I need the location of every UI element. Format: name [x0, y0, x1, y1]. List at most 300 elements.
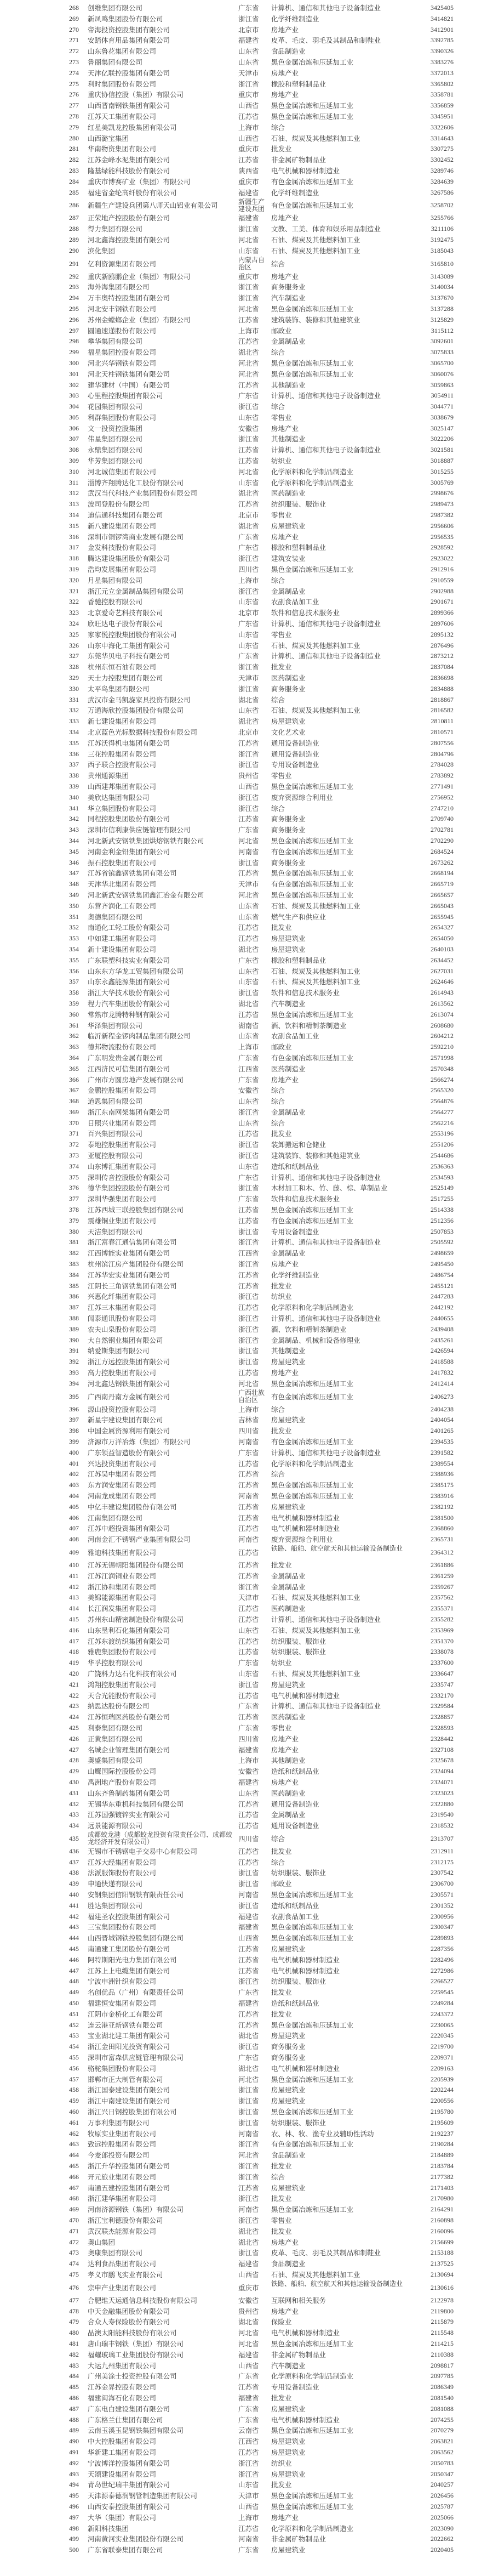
province-cell: 浙江省 — [238, 1347, 259, 1355]
province-cell: 福建省 — [238, 2350, 259, 2359]
table-row — [0, 2361, 493, 2371]
province-cell: 江西省 — [238, 2437, 259, 2446]
table-row — [0, 1107, 493, 1118]
revenue-cell: 2130694 — [431, 2270, 454, 2278]
table-row — [0, 1603, 493, 1614]
company-name-cell: 天津亿联控股集团有限公司 — [88, 69, 170, 77]
industry-cell: 房地产业 — [271, 1369, 299, 1377]
table-row — [0, 224, 493, 235]
rank-cell: 391 — [69, 1347, 79, 1355]
province-cell: 河南省 — [238, 1891, 259, 1899]
industry-cell: 其他制造业 — [271, 381, 306, 389]
revenue-cell: 2209163 — [431, 2064, 454, 2072]
revenue-cell: 3284639 — [431, 177, 454, 185]
table-row — [0, 2226, 493, 2237]
table-row — [0, 1890, 493, 1900]
table-row — [0, 2534, 493, 2545]
company-name-cell: 震雄铜业集团有限公司 — [88, 1216, 157, 1225]
rank-cell: 424 — [69, 1713, 79, 1721]
revenue-cell: 2153188 — [431, 2249, 454, 2257]
table-row — [0, 2259, 493, 2269]
province-cell: 重庆市 — [238, 2283, 259, 2292]
province-cell: 广东省 — [238, 1723, 259, 1732]
industry-cell: 医药制造业 — [271, 489, 306, 498]
revenue-cell: 3307275 — [431, 145, 454, 153]
company-name-cell: 广西南丹南方金属有限公司 — [88, 1392, 170, 1401]
province-cell: 河北省 — [238, 235, 259, 244]
industry-cell: 金属制品业 — [271, 1582, 306, 1591]
province-cell: 广东省 — [238, 391, 259, 400]
rank-cell: 272 — [69, 47, 79, 55]
table-row — [0, 2501, 493, 2512]
revenue-cell: 2418588 — [431, 1358, 454, 1366]
table-row — [0, 2382, 493, 2393]
table-row — [0, 759, 493, 770]
company-name-cell: 浙江方远控股集团有限公司 — [88, 1358, 170, 1366]
industry-cell: 石油、煤炭及其他燃料加工业 — [271, 134, 360, 143]
revenue-cell: 2564876 — [431, 1097, 454, 1105]
industry-cell: 通用设备制造业 — [271, 1822, 319, 1830]
table-row — [0, 1357, 493, 1368]
company-name-cell: 江苏大经集团有限公司 — [88, 1858, 157, 1866]
province-cell: 江苏省 — [238, 934, 259, 943]
table-row — [0, 1216, 493, 1227]
province-cell: 江苏省 — [238, 1847, 259, 1856]
revenue-cell: 2816582 — [431, 706, 454, 714]
table-row — [0, 2458, 493, 2469]
province-cell: 广东省 — [238, 532, 259, 541]
table-row — [0, 1788, 493, 1799]
rank-cell: 464 — [69, 2151, 79, 2159]
province-cell: 广东省 — [238, 2546, 259, 2555]
industry-cell: 黑色金属冶炼和压延加工业 — [271, 890, 354, 899]
revenue-cell: 2665719 — [431, 880, 454, 888]
rank-cell: 295 — [69, 304, 79, 313]
province-cell: 福建省 — [238, 214, 259, 223]
rank-cell: 425 — [69, 1723, 79, 1732]
province-cell: 江苏省 — [238, 2383, 259, 2392]
revenue-cell: 2998676 — [431, 489, 454, 497]
table-row — [0, 2436, 493, 2447]
company-name-cell: 迪信通科技集团有限公司 — [88, 511, 163, 520]
province-cell: 浙江省 — [238, 2249, 259, 2257]
table-row — [0, 1922, 493, 1933]
industry-cell: 商务服务业 — [271, 283, 306, 292]
revenue-cell: 2336647 — [431, 1669, 454, 1677]
company-name-cell: 杭州东恒石油有限公司 — [88, 663, 157, 672]
revenue-cell: 3211106 — [431, 225, 454, 233]
revenue-cell: 2328857 — [431, 1713, 454, 1721]
province-cell: 广东省 — [238, 2053, 259, 2062]
industry-cell: 保险业 — [271, 2318, 292, 2327]
rank-cell: 398 — [69, 1427, 79, 1435]
industry-cell: 其他制造业 — [271, 1756, 306, 1765]
industry-cell: 化学原料和化学制品制造业 — [271, 2524, 354, 2533]
company-name-cell: 浙江协和集团有限公司 — [88, 1582, 157, 1591]
industry-cell: 房屋建筑业 — [271, 1502, 306, 1511]
province-cell: 江苏省 — [238, 1822, 259, 1830]
industry-cell: 电气机械和器材制造业 — [271, 2064, 340, 2073]
company-name-cell: 花园集团有限公司 — [88, 402, 143, 411]
rank-cell: 476 — [69, 2283, 79, 2291]
rank-cell: 269 — [69, 14, 79, 22]
rank-cell: 409 — [69, 1548, 79, 1556]
industry-cell: 互联网和相关服务 — [271, 2296, 326, 2305]
company-name-cell: 山东永鑫能源集团有限公司 — [88, 978, 170, 986]
rank-cell: 434 — [69, 1822, 79, 1830]
table-row — [0, 1911, 493, 1922]
revenue-cell: 3390326 — [431, 47, 454, 55]
industry-cell: 农副食品加工业 — [271, 1032, 319, 1041]
revenue-cell: 2195780 — [431, 2108, 454, 2116]
revenue-cell: 3414821 — [431, 14, 454, 22]
table-row — [0, 467, 493, 478]
industry-cell: 计算机、通信和其他电子设备制造业 — [271, 391, 381, 400]
company-name-cell: 河南龙成集团有限公司 — [88, 1491, 157, 1500]
company-name-cell: 浩均发展集团有限公司 — [88, 565, 157, 574]
industry-cell: 石油、煤炭及其他燃料加工业 — [271, 1626, 360, 1635]
province-cell: 湖北省 — [238, 2064, 259, 2073]
province-cell: 上海市 — [238, 1405, 259, 1414]
table-row — [0, 445, 493, 456]
industry-cell: 其他制造业 — [271, 1347, 306, 1355]
province-cell: 江苏省 — [238, 1811, 259, 1819]
province-cell: 重庆市 — [238, 177, 259, 186]
province-cell: 山东省 — [238, 47, 259, 56]
revenue-cell: 2025066 — [431, 2513, 454, 2521]
rank-cell: 376 — [69, 1184, 79, 1192]
company-name-cell: 广东明发贵金属有限公司 — [88, 1053, 163, 1062]
company-name-cell: 南通五建控股集团有限公司 — [88, 2183, 170, 2192]
industry-cell: 黑色金属冶炼和压延加工业 — [271, 370, 354, 378]
rank-cell: 325 — [69, 630, 79, 638]
table-row — [0, 1437, 493, 1448]
rank-cell: 489 — [69, 2426, 79, 2435]
company-name-cell: 天合光能股份有限公司 — [88, 1691, 157, 1700]
rank-cell: 460 — [69, 2108, 79, 2116]
industry-cell: 文化艺术业 — [271, 728, 306, 736]
revenue-cell: 2956606 — [431, 521, 454, 530]
industry-cell: 房屋建筑业 — [271, 2546, 306, 2555]
revenue-cell: 2122978 — [431, 2296, 454, 2304]
company-name-cell: 兴达投资集团有限公司 — [88, 1459, 157, 1468]
rank-cell: 470 — [69, 2216, 79, 2224]
revenue-cell: 2442192 — [431, 1303, 454, 1312]
industry-cell: 计算机、通信和其他电子设备制造业 — [271, 1238, 381, 1247]
company-name-cell: 同程控股集团股份有限公司 — [88, 815, 170, 824]
industry-cell: 橡胶和塑料制品业 — [271, 80, 326, 88]
table-row — [0, 2118, 493, 2129]
revenue-cell: 2654327 — [431, 923, 454, 932]
industry-cell: 房地产业 — [271, 214, 299, 223]
revenue-cell: 2382192 — [431, 1502, 454, 1511]
province-cell: 山东省 — [238, 1669, 259, 1678]
revenue-cell: 2364312 — [431, 1548, 454, 1556]
company-name-cell: 重庆新鸥鹏企业（集团）有限公司 — [88, 272, 191, 281]
table-row — [0, 1053, 493, 1064]
province-cell: 浙江省 — [238, 2459, 259, 2467]
rank-cell: 362 — [69, 1032, 79, 1040]
rank-cell: 459 — [69, 2097, 79, 2105]
rank-cell: 485 — [69, 2383, 79, 2391]
rank-cell: 328 — [69, 663, 79, 671]
revenue-cell: 2353969 — [431, 1626, 454, 1634]
industry-cell: 黑色金属冶炼和压延加工业 — [271, 1206, 354, 1215]
industry-cell: 房地产业 — [271, 25, 299, 34]
industry-cell: 房地产业 — [271, 1734, 299, 1743]
province-cell: 上海市 — [238, 326, 259, 335]
revenue-cell: 2205939 — [431, 2075, 454, 2083]
province-cell: 河南省 — [238, 2535, 259, 2544]
table-row — [0, 111, 493, 122]
industry-cell: 通用设备制造业 — [271, 750, 319, 758]
industry-cell: 非金属矿物制品业 — [271, 156, 326, 164]
company-name-cell: 成都蛟龙港（成都蛟龙投资有限责任公司、成都蛟龙经济开发有限公司） — [88, 1831, 233, 1846]
industry-cell: 黑色金属冶炼和压延加工业 — [271, 1491, 354, 1500]
industry-cell: 建筑安装业 — [271, 554, 306, 563]
company-name-cell: 纳思达股份有限公司 — [88, 1702, 150, 1711]
revenue-cell: 2164291 — [431, 2205, 454, 2214]
revenue-cell: 2818867 — [431, 695, 454, 703]
revenue-cell: 2834888 — [431, 684, 454, 693]
province-cell: 山东省 — [238, 1162, 259, 1171]
rank-cell: 444 — [69, 1934, 79, 1942]
revenue-cell: 2902988 — [431, 587, 454, 595]
company-name-cell: 重庆协信控股（集团）有限公司 — [88, 90, 184, 99]
rank-cell: 307 — [69, 435, 79, 443]
rank-cell: 435 — [69, 1834, 79, 1842]
revenue-cell: 3125829 — [431, 315, 454, 324]
province-cell: 江苏省 — [238, 1524, 259, 1533]
table-row — [0, 1571, 493, 1582]
industry-cell: 专用设备制造业 — [271, 1227, 319, 1236]
company-name-cell: 程力汽车集团股份有限公司 — [88, 999, 170, 1008]
province-cell: 江苏省 — [238, 1561, 259, 1569]
rank-cell: 349 — [69, 890, 79, 899]
industry-cell: 医药制造业 — [271, 1064, 306, 1073]
company-name-cell: 苏州东山精密制造股份有限公司 — [88, 1615, 184, 1624]
table-row — [0, 1998, 493, 2009]
company-name-cell: 新星宇建设集团有限公司 — [88, 1416, 163, 1425]
industry-cell: 批发业 — [271, 1427, 292, 1435]
rank-cell: 348 — [69, 880, 79, 888]
province-cell: 浙江省 — [238, 761, 259, 769]
company-name-cell: 骆驼集团股份有限公司 — [88, 2064, 157, 2073]
industry-cell: 纺织业 — [271, 1292, 292, 1301]
table-row — [0, 1009, 493, 1020]
table-row — [0, 608, 493, 619]
revenue-cell: 2365731 — [431, 1535, 454, 1544]
industry-cell: 燃气生产和供应业 — [271, 912, 326, 921]
company-name-cell: 百兴集团有限公司 — [88, 1130, 143, 1138]
revenue-cell: 2289893 — [431, 1934, 454, 1942]
company-name-cell: 山西建邦集团有限公司 — [88, 782, 157, 791]
table-row — [0, 1324, 493, 1335]
industry-cell: 房屋建筑业 — [271, 2032, 306, 2040]
table-row — [0, 1879, 493, 1890]
province-cell: 湖北省 — [238, 2227, 259, 2235]
rank-cell: 274 — [69, 69, 79, 77]
company-name-cell: 江苏上上电缆集团有限公司 — [88, 1966, 170, 1975]
company-name-cell: 广州市方圆房地产发展有限公司 — [88, 1075, 184, 1084]
province-cell: 四川省 — [238, 1834, 259, 1843]
rank-cell: 318 — [69, 554, 79, 563]
rank-cell: 428 — [69, 1756, 79, 1764]
table-row — [0, 2129, 493, 2140]
rank-cell: 397 — [69, 1416, 79, 1424]
revenue-cell: 2440655 — [431, 1314, 454, 1323]
province-cell: 湖北省 — [238, 695, 259, 704]
company-name-cell: 浙江元立金属制品集团有限公司 — [88, 587, 184, 595]
rank-cell: 288 — [69, 225, 79, 233]
table-row — [0, 1075, 493, 1086]
rank-cell: 314 — [69, 511, 79, 519]
table-row — [0, 1820, 493, 1831]
rank-cell: 403 — [69, 1481, 79, 1489]
revenue-cell: 2553196 — [431, 1130, 454, 1138]
company-name-cell: 南通化工轻工股份有限公司 — [88, 923, 170, 932]
revenue-cell: 2498659 — [431, 1249, 454, 1257]
industry-cell: 汽车制造业 — [271, 294, 306, 303]
table-row — [0, 542, 493, 553]
rank-cell: 341 — [69, 804, 79, 812]
industry-cell: 黑色金属冶炼和压延加工业 — [271, 112, 354, 121]
rank-cell: 301 — [69, 370, 79, 378]
company-name-cell: 万事利集团有限公司 — [88, 2118, 150, 2127]
revenue-cell: 2115879 — [431, 2318, 454, 2326]
revenue-cell: 2025787 — [431, 2502, 454, 2510]
table-row — [0, 1281, 493, 1292]
rank-cell: 342 — [69, 815, 79, 823]
revenue-cell: 2200556 — [431, 2097, 454, 2105]
company-name-cell: 日照兴业集团有限公司 — [88, 1119, 157, 1127]
table-row — [0, 1976, 493, 1987]
rank-cell: 355 — [69, 956, 79, 964]
revenue-cell: 3358781 — [431, 90, 454, 99]
province-cell: 福建省 — [238, 1999, 259, 2008]
industry-cell: 电气机械和器材制造业 — [271, 1524, 340, 1533]
company-name-cell: 新八建设集团有限公司 — [88, 521, 157, 530]
table-row — [0, 1766, 493, 1777]
company-name-cell: 创维集团有限公司 — [88, 4, 143, 12]
industry-cell: 批发业 — [271, 2162, 292, 2170]
company-name-cell: 攀华集团有限公司 — [88, 337, 143, 346]
industry-cell: 农、林、牧、渔专业及辅助性活动 — [271, 2129, 374, 2138]
revenue-cell: 3115112 — [431, 326, 454, 334]
table-row — [0, 1647, 493, 1658]
company-name-cell: 贵州通源集团 — [88, 771, 129, 780]
revenue-cell: 2202244 — [431, 2086, 454, 2094]
table-row — [0, 478, 493, 489]
province-cell: 河北省 — [238, 304, 259, 313]
revenue-cell: 2119800 — [431, 2307, 454, 2315]
industry-cell: 专用设备制造业 — [271, 2383, 319, 2392]
province-cell: 浙江省 — [238, 283, 259, 292]
company-name-cell: 奥山集团 — [88, 2238, 116, 2246]
table-row — [0, 2523, 493, 2534]
rank-cell: 336 — [69, 750, 79, 758]
company-name-cell: 连云港亚新钢铁有限公司 — [88, 2021, 163, 2029]
rank-cell: 483 — [69, 2361, 79, 2369]
company-name-cell: 大华（集团）有限公司 — [88, 2513, 157, 2522]
industry-cell: 黑色金属冶炼和压延加工业 — [271, 359, 354, 367]
rank-cell: 319 — [69, 565, 79, 574]
table-row — [0, 510, 493, 521]
table-row — [0, 2269, 493, 2280]
table-row — [0, 792, 493, 803]
rank-cell: 386 — [69, 1292, 79, 1301]
revenue-cell: 2361259 — [431, 1571, 454, 1580]
revenue-cell: 2592210 — [431, 1043, 454, 1051]
province-cell: 浙江省 — [238, 804, 259, 813]
revenue-cell: 2684524 — [431, 847, 454, 855]
table-row — [0, 1636, 493, 1647]
revenue-cell: 2319540 — [431, 1811, 454, 1819]
province-cell: 江苏省 — [238, 500, 259, 509]
company-name-cell: 宁波申洲针织有限公司 — [88, 1977, 157, 1986]
rank-cell: 406 — [69, 1513, 79, 1522]
province-cell: 浙江省 — [238, 2216, 259, 2225]
rank-cell: 315 — [69, 521, 79, 530]
industry-cell: 黑色金属冶炼和压延加工业 — [271, 2108, 354, 2117]
table-row — [0, 1404, 493, 1415]
rank-cell: 395 — [69, 1392, 79, 1400]
revenue-cell: 2324071 — [431, 1778, 454, 1786]
rank-cell: 422 — [69, 1691, 79, 1699]
revenue-cell: 2307542 — [431, 1869, 454, 1877]
table-row — [0, 814, 493, 825]
rank-cell: 313 — [69, 500, 79, 508]
revenue-cell: 3365802 — [431, 80, 454, 88]
industry-cell: 黑色金属冶炼和压延加工业 — [271, 2075, 354, 2084]
province-cell: 福建省 — [238, 36, 259, 45]
company-name-cell: 临沂新程金锣肉制品集团有限公司 — [88, 1032, 191, 1041]
table-row — [0, 423, 493, 434]
province-cell: 广东省 — [238, 1448, 259, 1457]
company-name-cell: 大自然钢业集团有限公司 — [88, 1336, 163, 1344]
revenue-cell: 2709740 — [431, 815, 454, 823]
revenue-cell: 3140034 — [431, 283, 454, 291]
rank-cell: 282 — [69, 156, 79, 164]
rank-cell: 351 — [69, 912, 79, 921]
company-name-cell: 文一投资控股集团 — [88, 424, 143, 433]
rank-cell: 377 — [69, 1195, 79, 1203]
table-row — [0, 1701, 493, 1712]
province-cell: 山东省 — [238, 967, 259, 975]
company-name-cell: 武汉联杰能源有限公司 — [88, 2227, 157, 2235]
company-name-cell: 河北安丰钢铁有限公司 — [88, 304, 157, 313]
revenue-cell: 3005769 — [431, 478, 454, 486]
rank-cell: 432 — [69, 1800, 79, 1808]
table-row — [0, 1582, 493, 1593]
province-cell: 重庆市 — [238, 90, 259, 99]
revenue-cell: 2020405 — [431, 2546, 454, 2554]
rank-cell: 455 — [69, 2053, 79, 2062]
province-cell: 福建省 — [238, 2393, 259, 2402]
rank-cell: 442 — [69, 1912, 79, 1920]
revenue-cell: 2361886 — [431, 1561, 454, 1569]
revenue-cell: 2026456 — [431, 2492, 454, 2500]
industry-cell: 有色金属冶炼和压延加工业 — [271, 177, 354, 186]
rank-cell: 429 — [69, 1767, 79, 1775]
table-row — [0, 2020, 493, 2031]
revenue-cell: 2097785 — [431, 2372, 454, 2380]
table-row — [0, 2447, 493, 2458]
province-cell: 江苏省 — [238, 1713, 259, 1722]
table-row — [0, 1734, 493, 1745]
revenue-cell: 2219700 — [431, 2042, 454, 2051]
province-cell: 江苏省 — [238, 1481, 259, 1490]
